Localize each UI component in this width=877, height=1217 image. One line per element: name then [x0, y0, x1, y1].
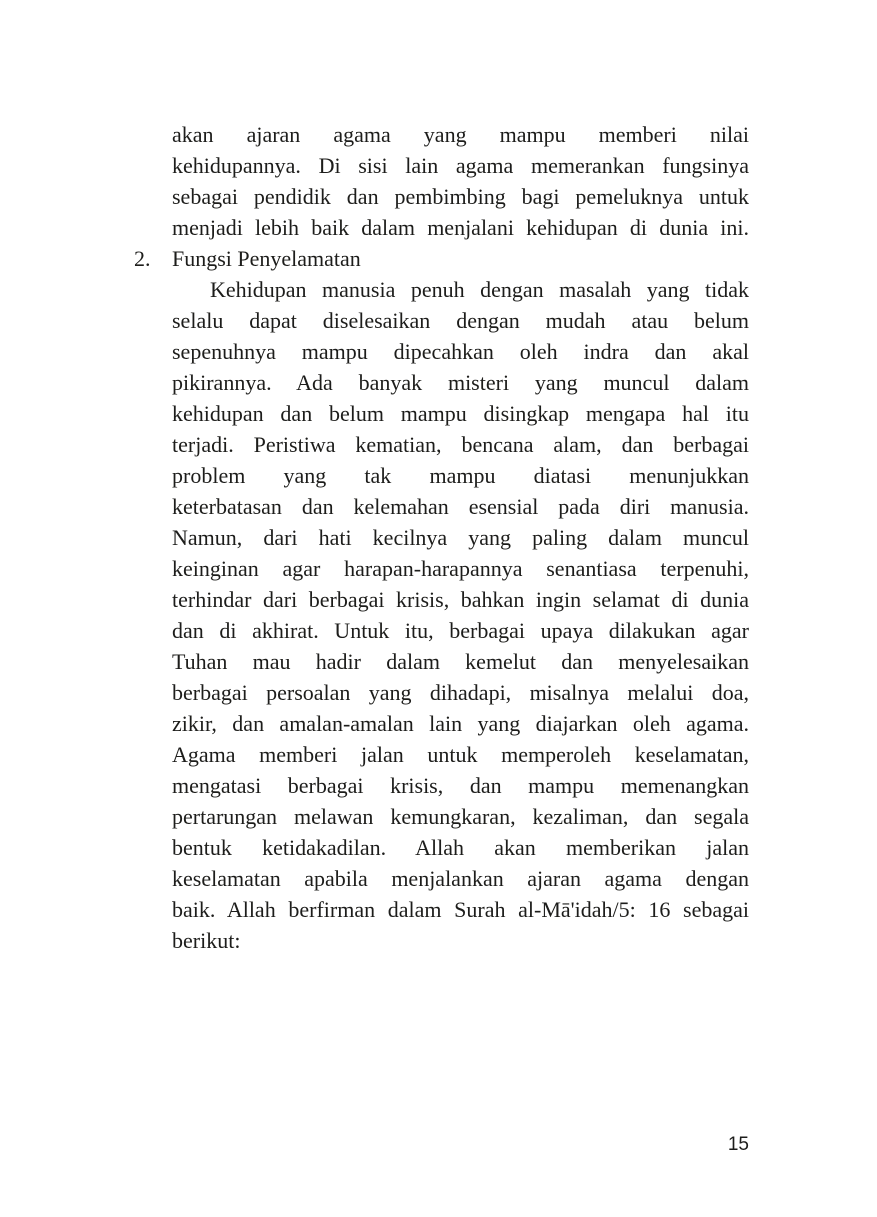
- paragraph-line-15: zikir, dan amalan-amalan lain yang diajarkan oleh agama.: [172, 711, 749, 736]
- paragraph-line-16: Agama memberi jalan untuk memperoleh keselamatan,: [172, 742, 749, 767]
- paragraph-line-3: sepenuhnya mampu dipecahkan oleh indra dan akal: [172, 339, 749, 364]
- paragraph-line-1: Kehidupan manusia penuh dengan masalah yang tidak: [210, 277, 749, 302]
- continuation-line-1: akan ajaran agama yang mampu memberi nilai: [172, 122, 749, 147]
- paragraph-line-17: mengatasi berbagai krisis, dan mampu memenangkan: [172, 773, 749, 798]
- paragraph-line-8: keterbatasan dan kelemahan esensial pada diri manusia.: [172, 494, 749, 519]
- paragraph-line-19: bentuk ketidakadilan. Allah akan memberikan jalan: [172, 835, 749, 860]
- continuation-line-4: menjadi lebih baik dalam menjalani kehidupan di dunia ini.: [172, 215, 749, 240]
- paragraph-line-20: keselamatan apabila menjalankan ajaran agama dengan: [172, 866, 749, 891]
- paragraph-line-12: dan di akhirat. Untuk itu, berbagai upaya dilakukan agar: [172, 618, 749, 643]
- paragraph-line-10: keinginan agar harapan-harapannya senantiasa terpenuhi,: [172, 556, 749, 581]
- paragraph-line-7: problem yang tak mampu diatasi menunjukkan: [172, 463, 749, 488]
- paragraph-line-22: berikut:: [172, 928, 241, 953]
- paragraph-line-11: terhindar dari berbagai krisis, bahkan ingin selamat di dunia: [172, 587, 749, 612]
- section-number: 2.: [134, 246, 151, 271]
- paragraph-line-2: selalu dapat diselesaikan dengan mudah atau belum: [172, 308, 749, 333]
- continuation-line-2: kehidupannya. Di sisi lain agama memerankan fungsinya: [172, 153, 749, 178]
- paragraph-line-13: Tuhan mau hadir dalam kemelut dan menyelesaikan: [172, 649, 749, 674]
- paragraph-line-4: pikirannya. Ada banyak misteri yang muncul dalam: [172, 370, 749, 395]
- paragraph-line-21: baik. Allah berfirman dalam Surah al-Mā'idah/5: 16 sebagai: [172, 897, 749, 922]
- paragraph-line-9: Namun, dari hati kecilnya yang paling dalam muncul: [172, 525, 749, 550]
- page-number: 15: [727, 1134, 749, 1155]
- section-heading: Fungsi Penyelamatan: [172, 246, 361, 271]
- paragraph-line-6: terjadi. Peristiwa kematian, bencana alam, dan berbagai: [172, 432, 749, 457]
- paragraph-line-14: berbagai persoalan yang dihadapi, misalnya melalui doa,: [172, 680, 749, 705]
- paragraph-line-5: kehidupan dan belum mampu disingkap mengapa hal itu: [172, 401, 749, 426]
- paragraph-line-18: pertarungan melawan kemungkaran, kezaliman, dan segala: [172, 804, 749, 829]
- continuation-line-3: sebagai pendidik dan pembimbing bagi pemeluknya untuk: [172, 184, 749, 209]
